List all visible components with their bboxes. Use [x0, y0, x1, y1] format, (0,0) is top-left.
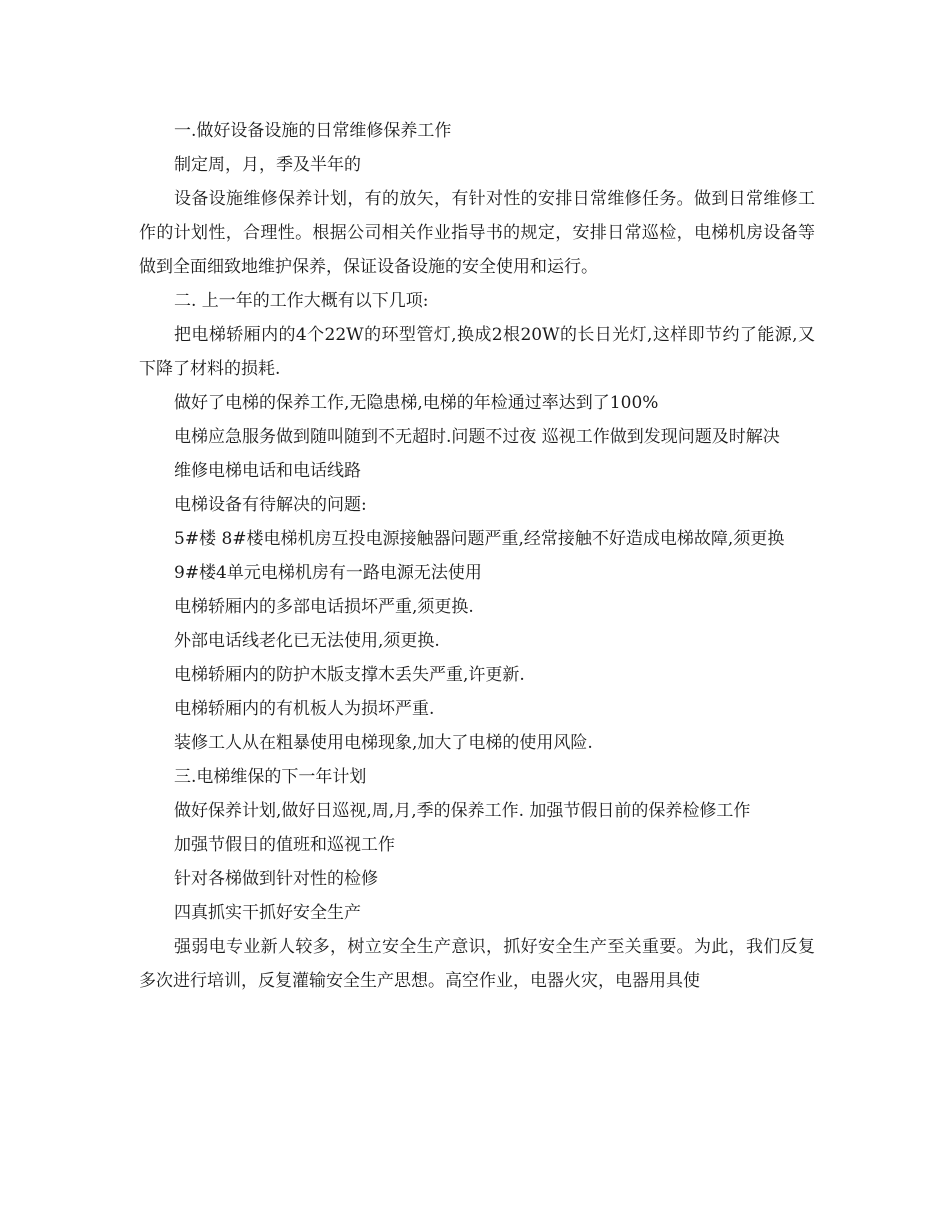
- paragraph: 装修工人从在粗暴使用电梯现象,加大了电梯的使用风险.: [174, 733, 593, 753]
- paragraph: 电梯轿厢内的多部电话损坏严重,须更换.: [174, 597, 474, 617]
- paragraph: 外部电话线老化已无法使用,须更换.: [174, 631, 440, 651]
- paragraph: 做好保养计划,做好日巡视,周,月,季的保养工作. 加强节假日前的保养检修工作: [174, 801, 751, 821]
- section-heading-4: 四真抓实干抓好安全生产: [174, 903, 361, 923]
- section-heading-3: 三.电梯维保的下一年计划: [174, 767, 367, 787]
- paragraph: 强弱电专业新人较多，树立安全生产意识，抓好安全生产至关重要。为此，我们反复多次进行培训，反复灌输安全生产思想。高空作业，电器火灾，电器用具使: [139, 937, 815, 991]
- paragraph: 电梯轿厢内的防护木版支撑木丢失严重,许更新.: [174, 665, 525, 685]
- paragraph: 电梯设备有待解决的问题:: [174, 495, 367, 515]
- paragraph: 5#楼 8#楼电梯机房互投电源接触器问题严重,经常接触不好造成电梯故障,须更换: [174, 529, 785, 549]
- document-body: [139, 114, 815, 998]
- paragraph: 制定周，月，季及半年的: [174, 155, 361, 175]
- paragraph: 做好了电梯的保养工作,无隐患梯,电梯的年检通过率达到了100%: [174, 393, 659, 413]
- section-heading-2: 二. 上一年的工作大概有以下几项:: [174, 291, 429, 311]
- paragraph: 加强节假日的值班和巡视工作: [174, 835, 395, 855]
- paragraph: 针对各梯做到针对性的检修: [174, 869, 378, 889]
- paragraph: 维修电梯电话和电话线路: [174, 461, 361, 481]
- paragraph: 把电梯轿厢内的4个22W的环型管灯,换成2根20W的长日光灯,这样即节约了能源,又下降了材料的损耗.: [139, 325, 815, 379]
- paragraph: 设备设施维修保养计划，有的放矢，有针对性的安排日常维修任务。做到日常维修工作的计划性，合理性。根据公司相关作业指导书的规定，安排日常巡检，电梯机房设备等做到全面细致地维护保养，保证设备设施的安全使用和运行。: [139, 189, 815, 277]
- paragraph: 9#楼4单元电梯机房有一路电源无法使用: [174, 563, 482, 583]
- paragraph: 电梯轿厢内的有机板人为损坏严重.: [174, 699, 435, 719]
- paragraph: 电梯应急服务做到随叫随到不无超时.问题不过夜 巡视工作做到发现问题及时解决: [174, 427, 780, 447]
- section-heading-1: 一.做好设备设施的日常维修保养工作: [174, 121, 452, 141]
